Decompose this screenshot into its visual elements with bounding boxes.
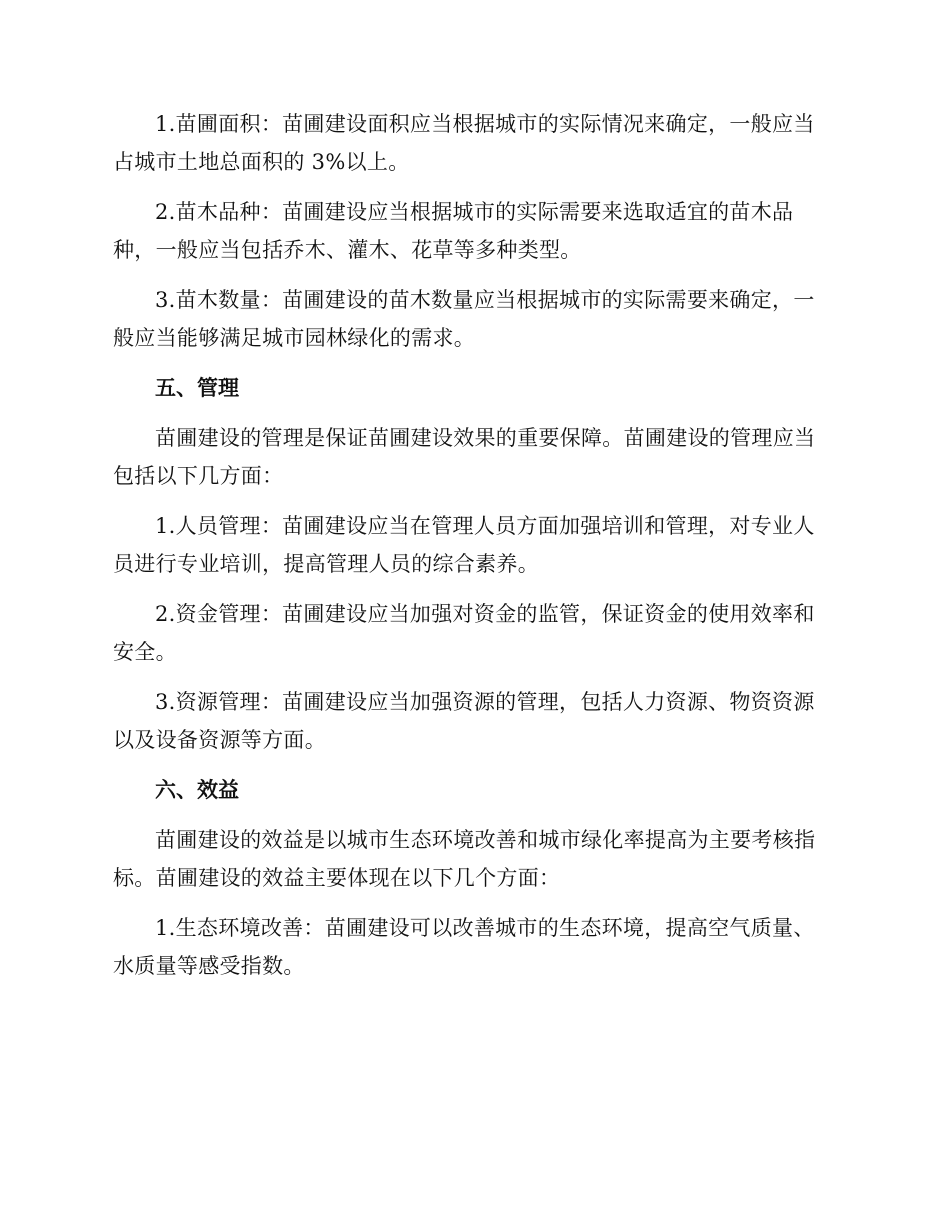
paragraph-benefits-intro: 苗圃建设的效益是以城市生态环境改善和城市绿化率提高为主要考核指标。苗圃建设的效益主要体现在以下几个方面：: [113, 828, 816, 890]
paragraph-personnel-management: 1.人员管理：苗圃建设应当在管理人员方面加强培训和管理，对专业人员进行专业培训，提高管理人员的综合素养。: [113, 514, 815, 576]
document-page: [113, 105, 833, 997]
section-heading-management: 五、管理: [155, 376, 239, 400]
paragraph-resource-management: 3.资源管理：苗圃建设应当加强资源的管理，包括人力资源、物资资源以及设备资源等方面。: [113, 690, 815, 752]
paragraph-seedling-quantity: 3.苗木数量：苗圃建设的苗木数量应当根据城市的实际需要来确定，一般应当能够满足城市园林绿化的需求。: [113, 288, 815, 350]
paragraph-seedling-varieties: 2.苗木品种：苗圃建设应当根据城市的实际需要来选取适宜的苗木品种，一般应当包括乔木、灌木、花草等多种类型。: [113, 200, 794, 262]
paragraph-ecological-improvement: 1.生态环境改善：苗圃建设可以改善城市的生态环境，提高空气质量、水质量等感受指数。: [113, 916, 815, 978]
section-heading-benefits: 六、效益: [155, 778, 239, 802]
paragraph-fund-management: 2.资金管理：苗圃建设应当加强对资金的监管，保证资金的使用效率和安全。: [113, 602, 815, 664]
paragraph-management-intro: 苗圃建设的管理是保证苗圃建设效果的重要保障。苗圃建设的管理应当包括以下几方面：: [113, 426, 816, 488]
paragraph-nursery-area: 1.苗圃面积：苗圃建设面积应当根据城市的实际情况来确定，一般应当占城市土地总面积的 3%以上。: [113, 112, 815, 174]
